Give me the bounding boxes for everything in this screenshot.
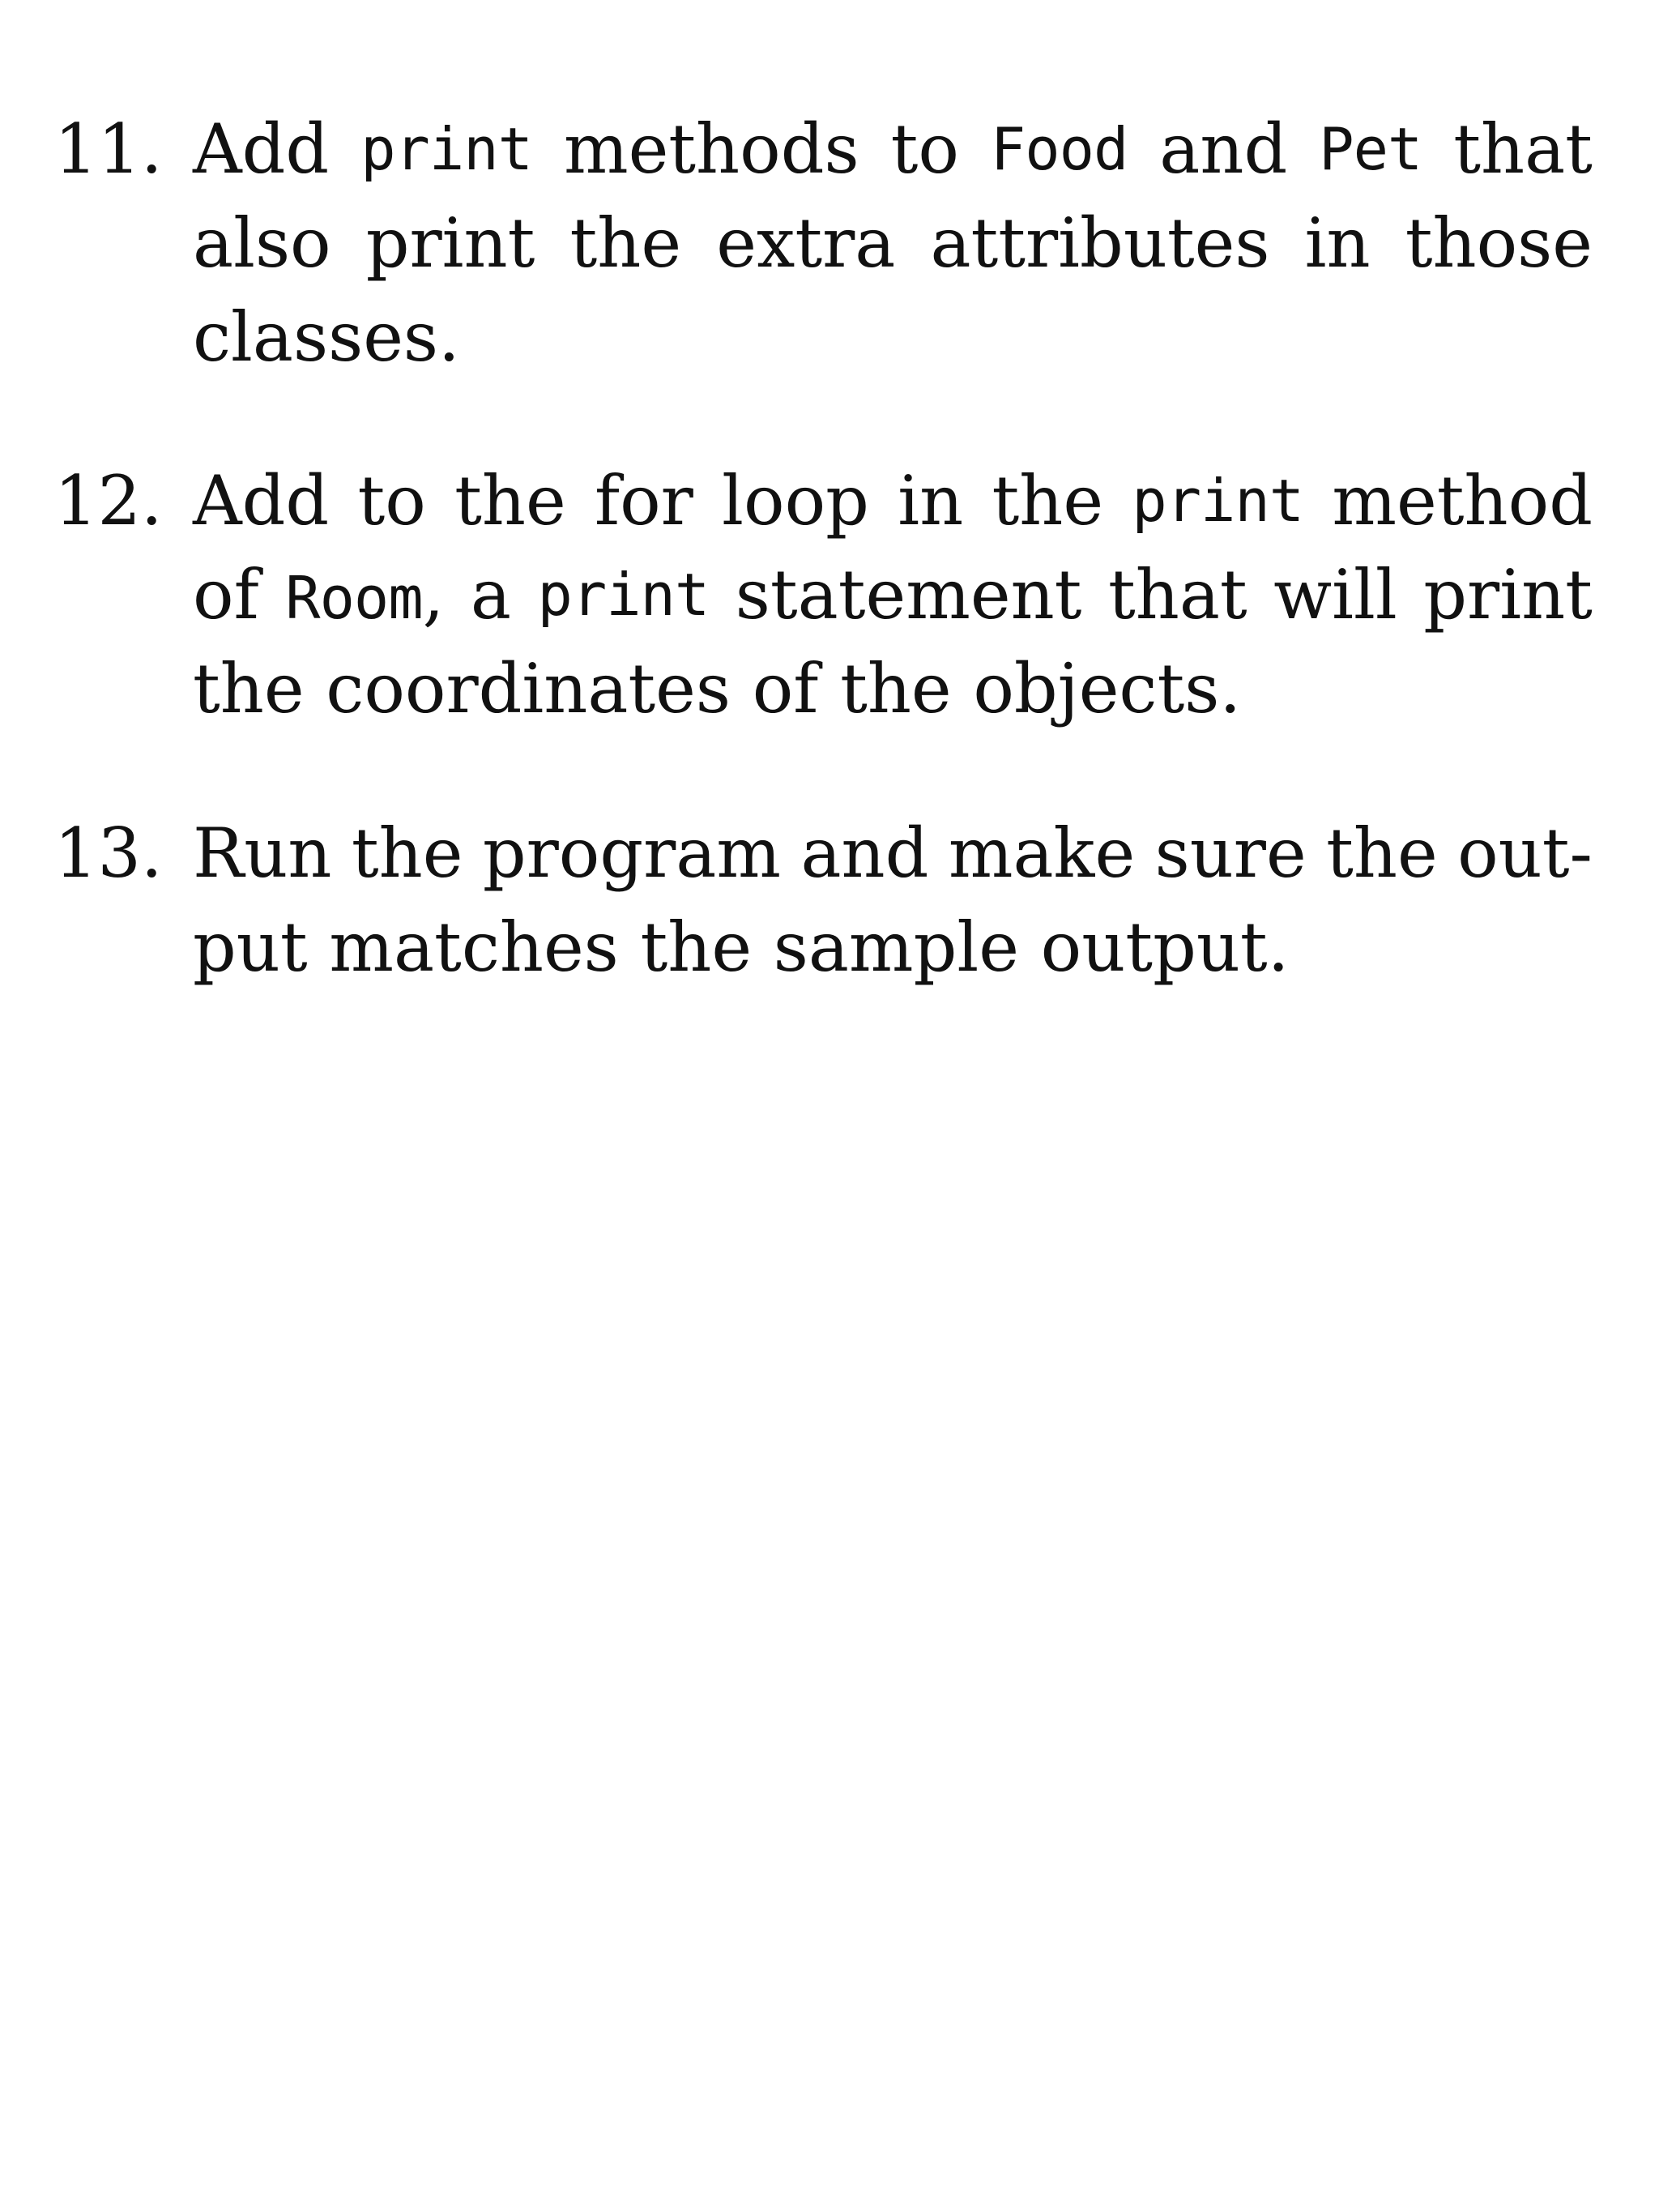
code-word: print [360,115,532,183]
word: sure [1154,813,1307,893]
word: statement [735,555,1082,634]
text-line [193,454,1593,548]
code-word: Food [990,115,1128,183]
text-line [193,900,1593,994]
word: in [898,461,964,540]
word: and [1159,109,1288,189]
item-text [193,102,1593,384]
word: out- [1457,813,1593,893]
word: that [1453,109,1593,189]
code-word: print [537,561,710,629]
word: and [800,813,929,893]
item-text [193,806,1593,994]
word: the [454,461,566,540]
word: the [569,203,682,283]
word: of [193,555,259,634]
text-line [193,196,1593,290]
word: to [357,461,426,540]
code-word: print [1132,467,1304,535]
code-word-with-comma [285,548,444,642]
word: method [1332,461,1593,540]
item-text [193,454,1593,736]
text-line [193,102,1593,196]
word: the [1326,813,1438,893]
code-word: Room [285,564,423,632]
phrase: the coordinates of the objects. [193,649,1242,728]
word: Add [193,109,330,189]
word: the [992,461,1104,540]
code-word: Pet [1319,115,1422,183]
word: Run [193,813,332,893]
word: Add [193,461,330,540]
word: to [890,109,959,189]
item-number: 13. [54,813,163,893]
text-line [193,290,1593,384]
word: a [470,555,511,634]
word: the [351,813,463,893]
word: for [595,461,693,540]
word: attributes [930,203,1270,283]
word: extra [716,203,896,283]
phrase: put matches the sample output. [193,907,1290,987]
word: loop [722,461,869,540]
word: make [948,813,1136,893]
word: program [482,813,782,893]
word: classes. [193,297,460,377]
text-line [193,806,1593,900]
text-line [193,548,1593,642]
item-number: 12. [54,461,163,540]
word: print [365,203,535,283]
word: that [1107,555,1247,634]
word: in [1304,203,1371,283]
item-number: 11. [54,109,163,189]
text-line [193,642,1593,736]
word: will [1273,555,1397,634]
word: methods [563,109,859,189]
comma: , [422,555,445,634]
word: print [1423,555,1593,634]
word: also [193,203,331,283]
word: those [1405,203,1593,283]
